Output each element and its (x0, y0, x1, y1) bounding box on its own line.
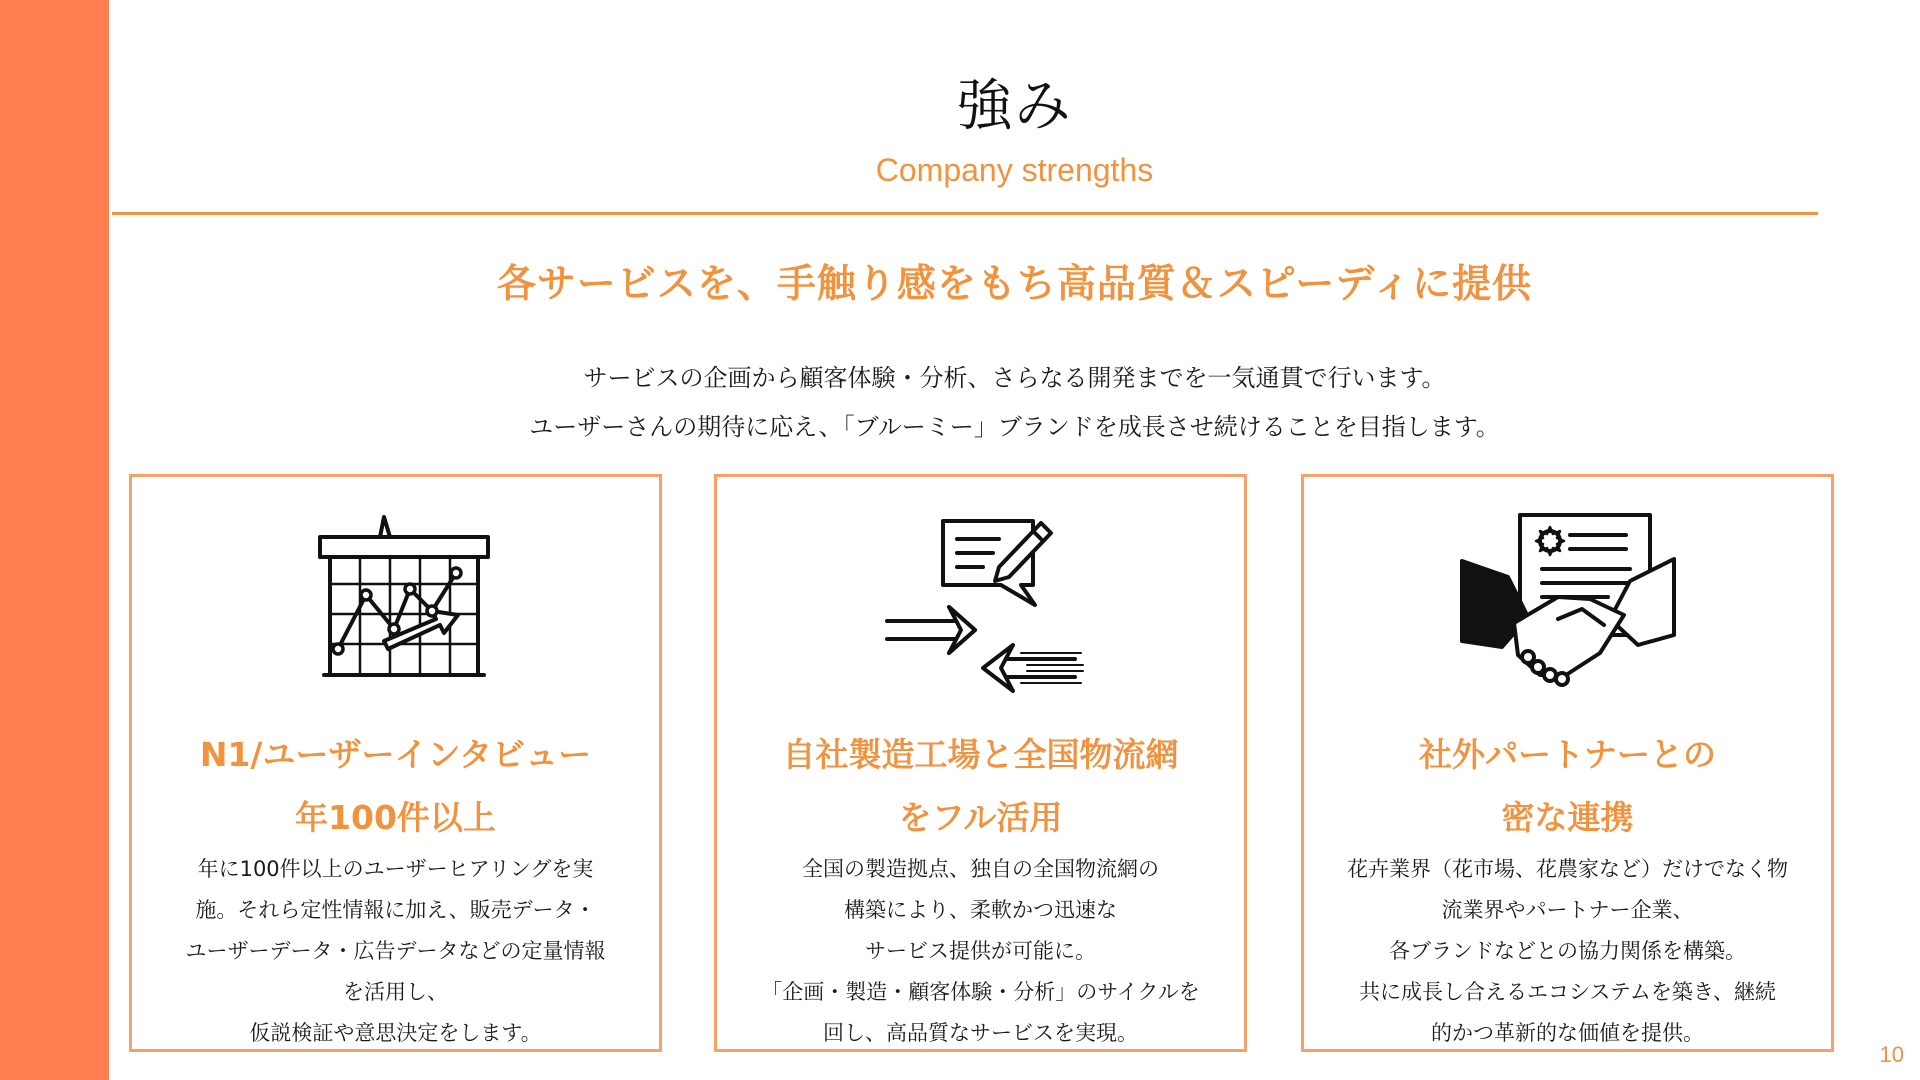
strength-card-interviews (129, 474, 662, 1052)
headline: 各サービスを、手触り感をもち高品質＆スピーディに提供 (496, 262, 1533, 307)
left-accent-bar (0, 0, 109, 1080)
card-title: 社外パートナーとの 密な連携 (1419, 735, 1716, 837)
page-number: 10 (1879, 1042, 1904, 1067)
page-subtitle: Company strengths (875, 152, 1154, 188)
intro-text (109, 354, 1920, 452)
header-divider (112, 212, 1818, 215)
presentation-chart-icon (286, 507, 506, 697)
strength-card-logistics (714, 474, 1247, 1052)
strength-card-partners (1301, 474, 1834, 1052)
card-body: 年に100件以上のユーザーヒアリングを実 施。それら定性情報に加え、販売データ・ ユーザーデータ・広告データなどの定量情報 を活用し、 仮説検証や意思決定をします。 (185, 857, 606, 1045)
page-title: 強み (956, 74, 1073, 139)
card-title: 自社製造工場と全国物流網 をフル活用 (782, 735, 1179, 837)
intro-line: サービスの企画から顧客体験・分析、さらなる開発までを一気通貫で行います。 (583, 364, 1446, 392)
card-body: 花卉業界（花市場、花農家など）だけでなく物 流業界やパートナー企業、 各ブランドなどとの協力関係を構築。 共に成長し合えるエコシステムを築き、継続 的かつ革新的な価値を提供。 (1347, 857, 1788, 1045)
communication-arrows-icon (871, 507, 1091, 697)
card-title: N1/ユーザーインタビュー 年100件以上 (199, 735, 592, 837)
card-body: 全国の製造拠点、独自の全国物流網の 構築により、柔軟かつ迅速な サービス提供が可能に。 「企画・製造・顧客体験・分析」のサイクルを 回し、高品質なサービスを実現。 (761, 857, 1200, 1045)
intro-line: ユーザーさんの期待に応え、「ブルーミー」ブランドを成長させ続けることを目指します。 (529, 413, 1500, 441)
handshake-contract-icon (1458, 507, 1678, 697)
